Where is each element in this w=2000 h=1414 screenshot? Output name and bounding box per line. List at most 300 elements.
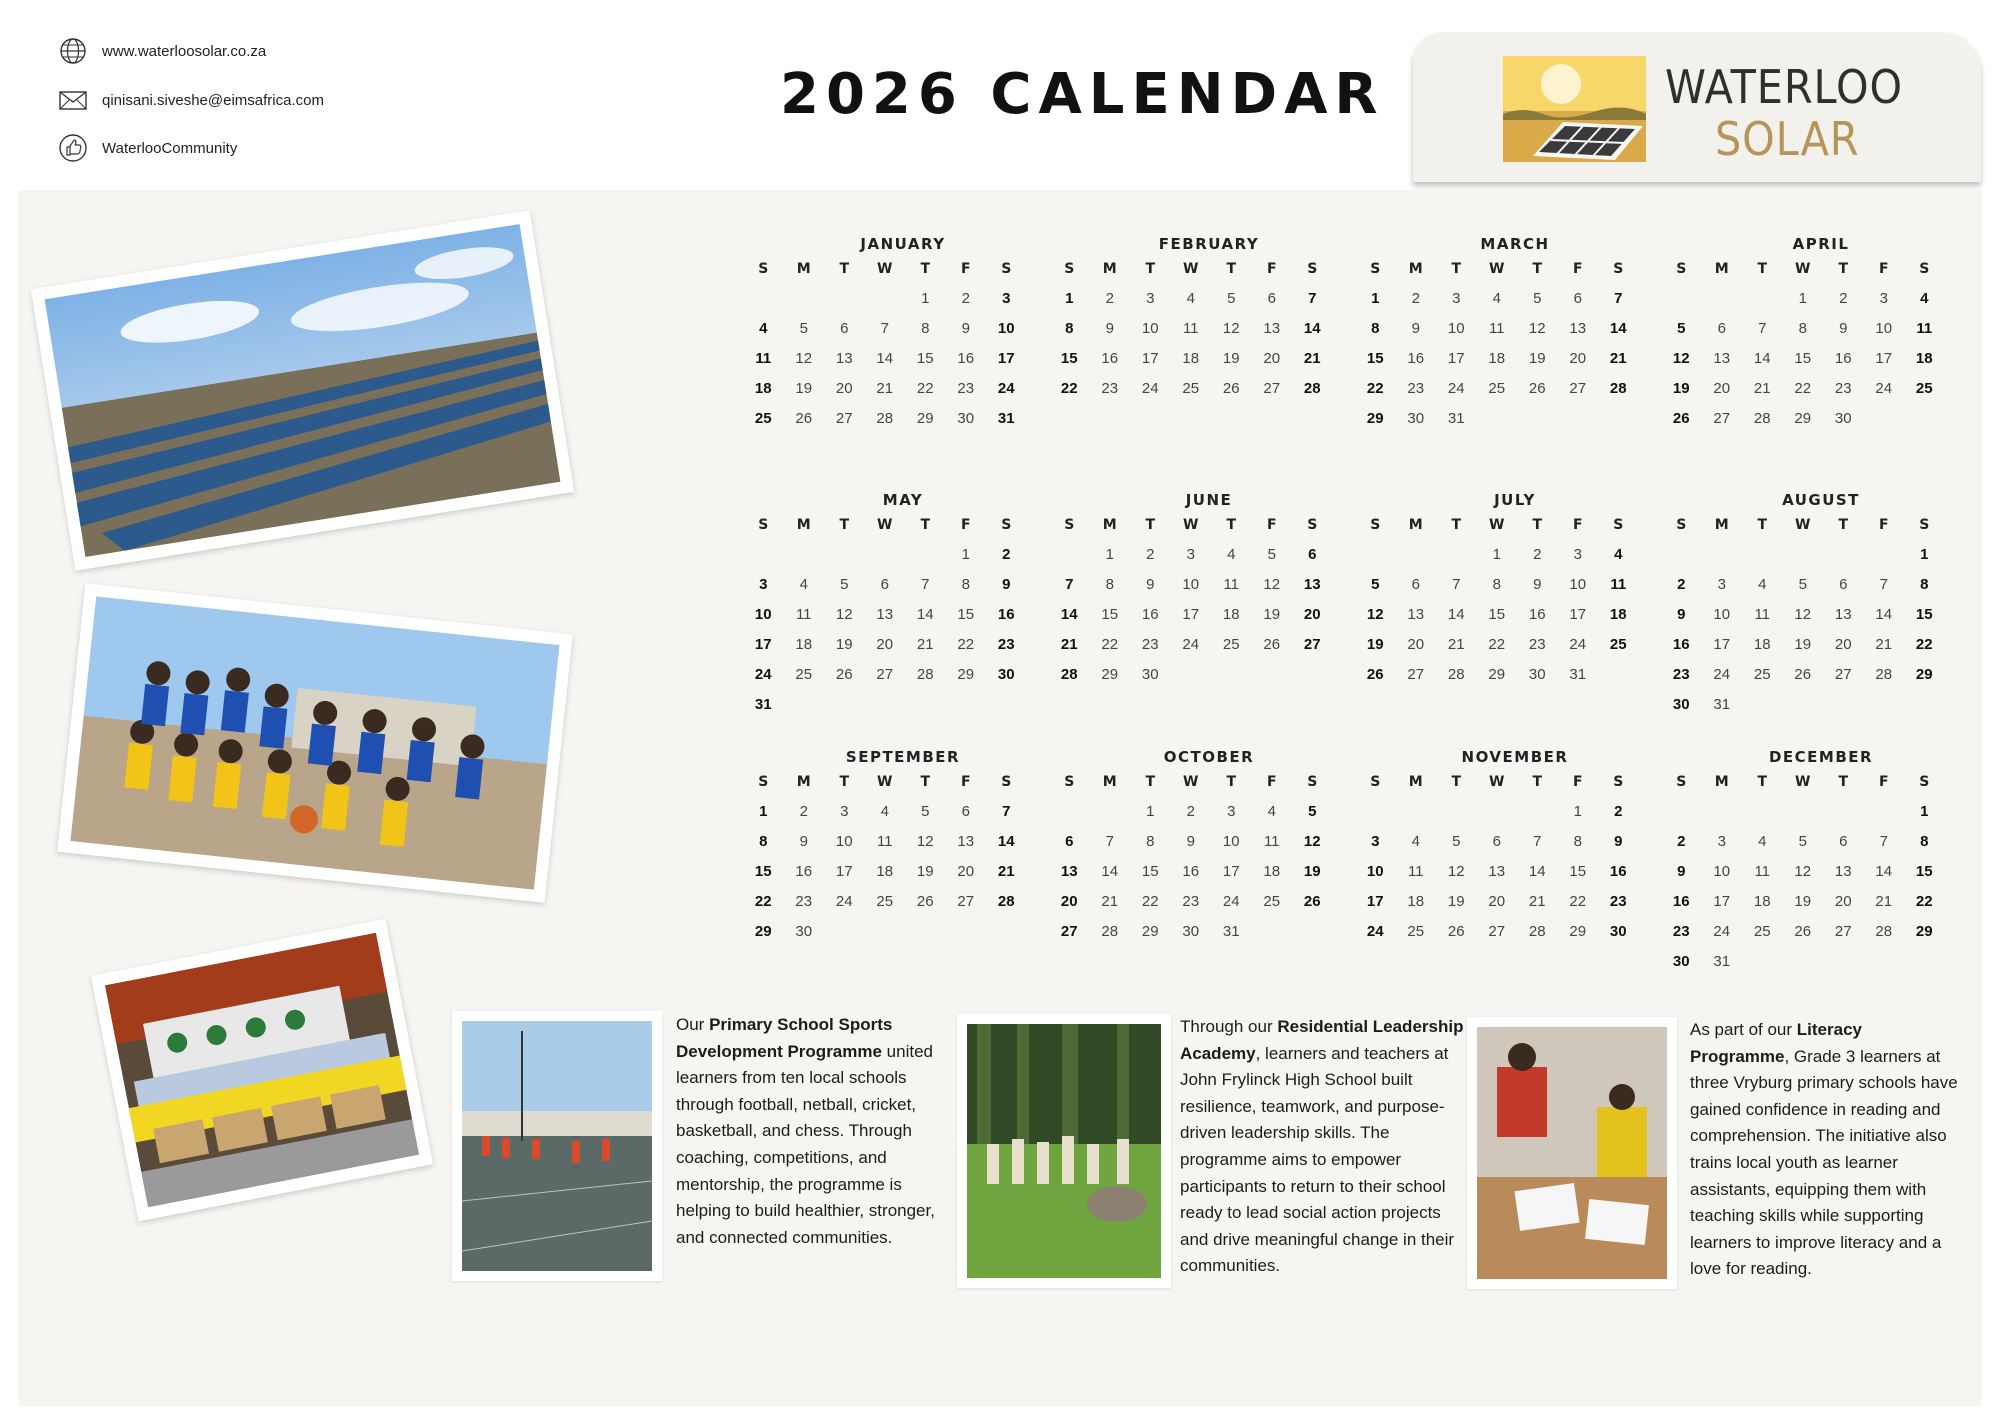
empty-cell [1517,799,1558,829]
day-cell: 22 [1794,380,1812,397]
day-cell: 23 [1182,893,1200,910]
day-cell: 21 [1875,636,1893,653]
weekday-header: M [1102,261,1117,277]
weekday-header: W [877,261,893,277]
day-cell: 17 [1569,606,1587,623]
day-cell: 7 [1105,833,1114,850]
day-cell: 18 [795,636,813,653]
day-cell: 20 [1569,350,1587,367]
day-cell: 27 [1569,380,1587,397]
email-contact[interactable] [58,85,324,115]
day-cell: 16 [1609,863,1627,880]
day-cell: 9 [1411,320,1420,337]
day-cell: 1 [921,290,930,307]
day-cell: 9 [1186,833,1195,850]
day-cell: 21 [1609,350,1627,367]
day-cell: 5 [1308,803,1317,820]
day-cell: 30 [1407,410,1425,427]
photo-literacy [1467,1017,1677,1289]
empty-cell [1396,542,1437,572]
photo-sports-team [57,583,573,903]
day-cell: 28 [997,893,1015,910]
day-cell: 10 [1569,576,1587,593]
day-cell: 20 [1488,893,1506,910]
empty-cell [784,542,825,572]
day-cell: 24 [1366,923,1384,940]
day-cell: 1 [1573,803,1582,820]
day-cell: 3 [1371,833,1380,850]
day-cell: 7 [1879,833,1888,850]
weekday-header: F [960,517,971,533]
day-cell: 16 [957,350,975,367]
month-name: APRIL [1792,235,1850,253]
day-cell: 29 [1794,410,1812,427]
day-cell: 8 [1798,320,1807,337]
day-cell: 1 [961,546,970,563]
day-cell: 21 [876,380,894,397]
month-january [743,234,1033,436]
globe-icon [58,36,88,66]
day-cell: 27 [957,893,975,910]
photo-netball [452,1011,662,1281]
month-february [1049,234,1339,406]
day-cell: 30 [1672,696,1690,713]
weekday-header: W [1183,517,1199,533]
weekday-header: T [1838,774,1849,790]
day-cell: 27 [1407,666,1425,683]
weekday-header: M [1714,517,1729,533]
weekday-header: S [758,774,769,790]
day-cell: 24 [1713,923,1731,940]
day-cell: 5 [1371,576,1380,593]
month-august [1661,490,1951,722]
day-cell: 8 [1065,320,1074,337]
day-cell: 22 [1488,636,1506,653]
day-cell: 12 [1528,320,1546,337]
day-cell: 5 [1227,290,1236,307]
weekday-header: T [839,517,850,533]
day-cell: 30 [1834,410,1852,427]
day-cell: 9 [1677,863,1686,880]
empty-cell [743,542,784,572]
day-cell: 11 [795,606,812,623]
day-cell: 11 [1754,606,1771,623]
day-cell: 11 [876,833,893,850]
day-cell: 2 [1105,290,1114,307]
day-cell: 7 [1879,576,1888,593]
social-contact[interactable] [58,133,237,163]
day-grid [1049,512,1339,692]
day-cell: 1 [1920,803,1929,820]
weekday-header: T [1145,261,1156,277]
day-cell: 14 [1528,863,1546,880]
day-grid [1661,769,1951,979]
day-cell: 8 [759,833,768,850]
day-cell: 18 [1263,863,1281,880]
day-cell: 26 [1794,923,1812,940]
day-cell: 9 [1105,320,1114,337]
day-cell: 10 [1713,863,1731,880]
day-cell: 15 [754,863,772,880]
day-cell: 26 [835,666,853,683]
empty-cell [1436,542,1477,572]
month-march [1355,234,1645,436]
day-cell: 7 [1308,290,1317,307]
day-grid [743,256,1033,436]
month-name: SEPTEMBER [845,748,961,766]
day-cell: 4 [1492,290,1501,307]
day-cell: 30 [957,410,975,427]
day-cell: 31 [1713,696,1731,713]
day-cell: 28 [1753,410,1771,427]
day-cell: 2 [1677,833,1686,850]
day-cell: 4 [1758,833,1767,850]
day-cell: 7 [921,576,930,593]
day-cell: 28 [1447,666,1465,683]
day-cell: 26 [1794,666,1812,683]
day-cell: 31 [1569,666,1587,683]
weekday-header: S [1919,517,1930,533]
day-cell: 17 [1141,350,1159,367]
day-cell: 13 [876,606,894,623]
day-cell: 24 [1713,666,1731,683]
day-cell: 14 [1101,863,1119,880]
day-cell: 6 [1308,546,1317,563]
weekday-header: T [1145,774,1156,790]
day-cell: 26 [1303,893,1321,910]
website-contact[interactable] [58,36,266,66]
day-cell: 1 [1798,290,1807,307]
day-grid [1661,256,1951,436]
weekday-header: T [839,261,850,277]
day-cell: 13 [1060,863,1078,880]
empty-cell [1049,542,1090,572]
day-cell: 24 [1875,380,1893,397]
day-cell: 17 [1366,893,1384,910]
weekday-header: W [1183,774,1199,790]
programme-literacy-pre: As part of our [1690,1020,1797,1039]
day-cell: 6 [1573,290,1582,307]
empty-cell [1661,286,1702,316]
day-cell: 10 [1141,320,1159,337]
day-cell: 13 [1834,863,1852,880]
day-cell: 16 [1101,350,1119,367]
weekday-header: T [1757,774,1768,790]
day-cell: 14 [1609,320,1627,337]
day-cell: 12 [795,350,813,367]
day-cell: 18 [1915,350,1933,367]
solar-logo-icon [1503,56,1646,162]
day-cell: 20 [1713,380,1731,397]
day-cell: 19 [835,636,853,653]
day-cell: 4 [1267,803,1276,820]
day-cell: 25 [1753,923,1771,940]
empty-cell [1742,286,1783,316]
day-cell: 1 [1492,546,1501,563]
day-cell: 28 [1060,666,1078,683]
day-cell: 15 [1366,350,1384,367]
weekday-header: S [1676,774,1687,790]
day-cell: 12 [1447,863,1465,880]
day-cell: 20 [1263,350,1281,367]
day-cell: 19 [1794,893,1812,910]
day-cell: 16 [1407,350,1425,367]
day-cell: 21 [1447,636,1465,653]
empty-cell [1477,799,1518,829]
day-cell: 24 [1141,380,1159,397]
empty-cell [1661,799,1702,829]
day-cell: 11 [1182,320,1199,337]
weekday-header: W [1489,517,1505,533]
day-cell: 23 [1672,666,1690,683]
weekday-header: W [1489,774,1505,790]
day-cell: 29 [957,666,975,683]
weekday-header: T [1451,517,1462,533]
day-cell: 18 [1488,350,1506,367]
day-cell: 2 [1002,546,1011,563]
day-cell: 10 [1182,576,1200,593]
empty-cell [865,542,906,572]
programme-sports-title: Primary School Sports Development Programme [676,1015,893,1061]
weekday-header: W [1183,261,1199,277]
day-cell: 30 [1609,923,1627,940]
day-cell: 17 [754,636,772,653]
day-cell: 27 [1263,380,1281,397]
weekday-header: S [1613,774,1624,790]
day-cell: 16 [1672,636,1690,653]
day-cell: 6 [1492,833,1501,850]
day-cell: 10 [1713,606,1731,623]
day-cell: 20 [1060,893,1078,910]
weekday-header: F [1572,261,1583,277]
day-cell: 17 [835,863,853,880]
day-cell: 18 [1609,606,1627,623]
empty-cell [824,286,865,316]
day-cell: 24 [997,380,1015,397]
day-cell: 23 [1101,380,1119,397]
day-cell: 8 [921,320,930,337]
day-cell: 7 [1758,320,1767,337]
day-cell: 24 [1447,380,1465,397]
day-cell: 12 [1263,576,1281,593]
day-cell: 5 [799,320,808,337]
day-cell: 7 [1452,576,1461,593]
day-cell: 3 [1717,576,1726,593]
day-cell: 19 [1447,893,1465,910]
day-cell: 8 [1492,576,1501,593]
empty-cell [1702,286,1743,316]
day-cell: 15 [1915,606,1933,623]
day-cell: 12 [916,833,934,850]
day-cell: 10 [754,606,772,623]
day-cell: 9 [1146,576,1155,593]
day-cell: 13 [1834,606,1852,623]
day-cell: 11 [1610,576,1627,593]
day-cell: 12 [835,606,853,623]
day-cell: 7 [1002,803,1011,820]
day-cell: 4 [1920,290,1929,307]
day-cell: 5 [1798,576,1807,593]
weekday-header: M [1102,517,1117,533]
weekday-header: F [1878,261,1889,277]
day-cell: 1 [759,803,768,820]
day-cell: 9 [1839,320,1848,337]
day-cell: 2 [1614,803,1623,820]
day-cell: 14 [1875,606,1893,623]
day-cell: 4 [880,803,889,820]
day-cell: 12 [1222,320,1240,337]
day-cell: 8 [1920,576,1929,593]
month-name: JANUARY [860,235,946,253]
day-cell: 21 [1060,636,1078,653]
weekday-header: T [1451,261,1462,277]
empty-cell [865,286,906,316]
weekday-header: S [1307,261,1318,277]
weekday-header: W [1795,774,1811,790]
programme-literacy-body: , Grade 3 learners at three Vryburg primary schools have gained confidence in reading and comprehension. The initiative also trains local youth as learner assistants, equipping them with teaching skills while supporting learners to improve literacy and a love for reading. [1690,1046,1958,1279]
day-grid [1049,769,1339,949]
day-cell: 19 [916,863,934,880]
day-cell: 20 [1834,893,1852,910]
weekday-header: S [1001,517,1012,533]
month-september [743,747,1033,949]
day-cell: 25 [1263,893,1281,910]
website-text: www.waterloosolar.co.za [102,42,267,60]
day-cell: 24 [754,666,772,683]
day-cell: 7 [880,320,889,337]
day-cell: 3 [840,803,849,820]
empty-cell [1742,799,1783,829]
day-cell: 15 [1569,863,1587,880]
day-cell: 19 [1672,380,1690,397]
day-cell: 28 [876,410,894,427]
weekday-header: T [839,774,850,790]
programme-leadership-pre: Through our [1180,1017,1278,1036]
day-cell: 10 [1366,863,1384,880]
day-cell: 6 [880,576,889,593]
day-cell: 21 [1303,350,1321,367]
day-cell: 8 [1920,833,1929,850]
day-cell: 5 [1452,833,1461,850]
day-cell: 8 [1573,833,1582,850]
day-cell: 25 [1609,636,1627,653]
day-cell: 13 [835,350,853,367]
day-cell: 23 [795,893,813,910]
empty-cell [1864,799,1905,829]
programme-leadership-body: , learners and teachers at John Frylinck High School built resilience, teamwork, and purpose-driven leadership skills. The programme aims to empower participants to return to their school ready to lead social action projects and drive meaningful change in their communities. [1180,1043,1455,1276]
day-cell: 9 [1614,833,1623,850]
weekday-header: S [1676,261,1687,277]
month-may [743,490,1033,722]
empty-cell [743,286,784,316]
weekday-header: W [1489,261,1505,277]
day-cell: 22 [1101,636,1119,653]
weekday-header: W [1795,261,1811,277]
day-cell: 26 [1528,380,1546,397]
day-cell: 25 [876,893,894,910]
day-cell: 30 [1528,666,1546,683]
weekday-header: S [1919,774,1930,790]
weekday-header: S [1307,517,1318,533]
day-cell: 29 [1915,923,1933,940]
page-title: 2026 CALENDAR [780,62,1385,127]
day-cell: 28 [1875,666,1893,683]
logo-text-waterloo: WATERLOO [1665,60,1903,114]
day-cell: 11 [1407,863,1424,880]
day-cell: 9 [1677,606,1686,623]
day-cell: 22 [957,636,975,653]
day-cell: 9 [1533,576,1542,593]
day-cell: 26 [1222,380,1240,397]
day-cell: 7 [1533,833,1542,850]
day-cell: 1 [1371,290,1380,307]
day-cell: 4 [1614,546,1623,563]
day-cell: 19 [795,380,813,397]
day-cell: 24 [1182,636,1200,653]
day-cell: 30 [795,923,813,940]
day-cell: 3 [1186,546,1195,563]
empty-cell [1702,799,1743,829]
day-cell: 9 [961,320,970,337]
day-cell: 4 [1758,576,1767,593]
day-cell: 5 [921,803,930,820]
logo-card [1413,32,1981,182]
day-cell: 13 [1713,350,1731,367]
day-cell: 28 [1528,923,1546,940]
weekday-header: T [920,517,931,533]
day-cell: 3 [1002,290,1011,307]
day-cell: 6 [1411,576,1420,593]
empty-cell [1864,542,1905,572]
day-cell: 25 [1182,380,1200,397]
day-cell: 13 [1263,320,1281,337]
day-cell: 13 [1488,863,1506,880]
day-cell: 27 [1303,636,1321,653]
day-cell: 14 [997,833,1015,850]
day-cell: 21 [997,863,1015,880]
day-cell: 31 [1713,953,1731,970]
day-grid [1049,256,1339,406]
day-cell: 26 [1447,923,1465,940]
day-cell: 2 [961,290,970,307]
weekday-header: M [1714,774,1729,790]
day-cell: 24 [835,893,853,910]
day-cell: 27 [876,666,894,683]
day-cell: 3 [1227,803,1236,820]
programme-sports-pre: Our [676,1015,710,1034]
day-cell: 17 [1182,606,1200,623]
weekday-header: S [1064,261,1075,277]
day-cell: 10 [997,320,1015,337]
day-cell: 17 [1222,863,1240,880]
month-name: AUGUST [1782,491,1860,509]
weekday-header: S [1064,774,1075,790]
day-grid [743,512,1033,722]
day-cell: 23 [1834,380,1852,397]
day-cell: 31 [1447,410,1465,427]
weekday-header: T [1532,774,1543,790]
empty-cell [1783,542,1824,572]
weekday-header: M [1102,774,1117,790]
weekday-header: W [1795,517,1811,533]
weekday-header: F [960,774,971,790]
programme-sports-body: united learners from ten local schools through football, netball, cricket, basketball, and chess. Through coaching, competitions, and mentorship, the programme is helping to build healthier, stronger, and connected communities. [676,1041,935,1247]
day-cell: 28 [1101,923,1119,940]
weekday-header: S [1676,517,1687,533]
day-cell: 13 [1303,576,1321,593]
day-cell: 19 [1263,606,1281,623]
day-cell: 5 [1533,290,1542,307]
